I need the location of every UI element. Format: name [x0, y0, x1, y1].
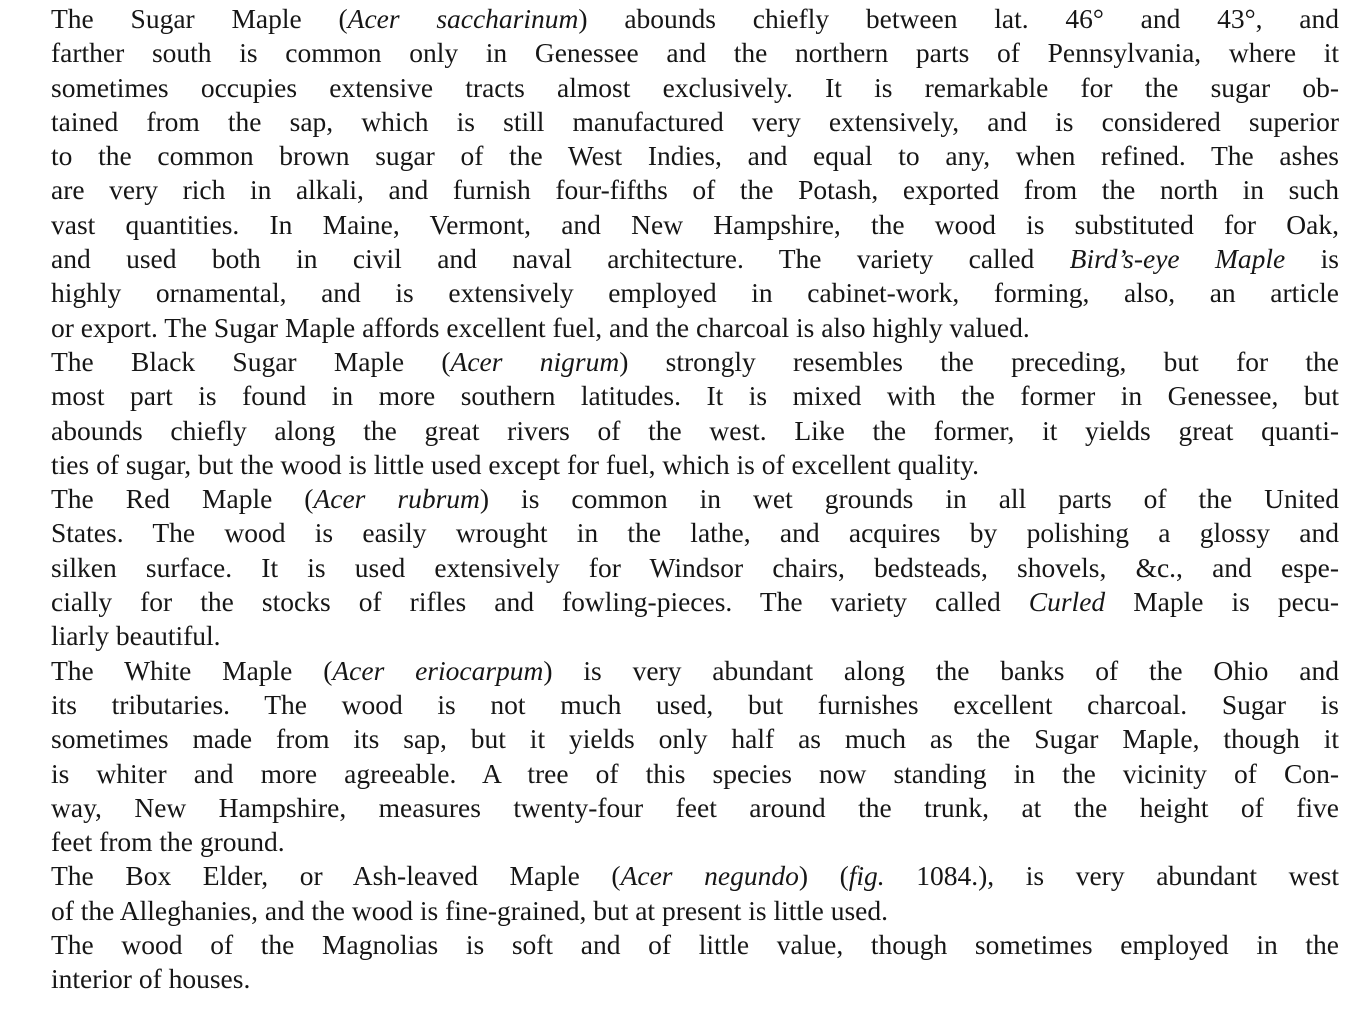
paragraph — [15, 928, 1339, 997]
text-segment: feet from the ground. — [51, 826, 285, 858]
text-segment: highly ornamental, and is extensively employed in cabinet-work, forming, also, an article — [51, 277, 1339, 309]
text-segment: The Sugar Maple ( — [51, 3, 348, 34]
text-line — [15, 482, 1339, 516]
text-segment: silken surface. It is used extensively for Windsor chairs, bedsteads, shovels, &c., and espe- — [51, 551, 1339, 583]
italic-term: Acer nigrum — [450, 345, 620, 377]
text-segment: ) ( — [798, 860, 849, 892]
text-segment: The Black Sugar Maple ( — [51, 345, 451, 377]
text-segment: farther south is common only in Genessee and the northern parts of Pennsylvania, where it — [51, 37, 1339, 69]
text-line — [15, 2, 1339, 36]
text-line — [15, 654, 1339, 688]
text-segment: ) is common in wet grounds in all parts of the United — [479, 483, 1339, 515]
italic-term: Acer saccharinum — [347, 3, 579, 34]
text-line — [15, 722, 1339, 756]
text-segment: The wood of the Magnolias is soft and of little value, though sometimes employed in the — [51, 929, 1339, 961]
text-line — [15, 36, 1339, 70]
text-segment: cially for the stocks of rifles and fowling-pieces. The variety called — [51, 586, 1029, 618]
text-segment: to the common brown sugar of the West Indies, and equal to any, when refined. The ashes — [51, 140, 1339, 172]
text-segment: The Red Maple ( — [51, 483, 314, 515]
text-segment: vast quantities. In Maine, Vermont, and New Hampshire, the wood is substituted for Oak, — [51, 208, 1339, 240]
text-line — [15, 516, 1339, 550]
text-line — [15, 757, 1339, 791]
text-segment: is — [1285, 243, 1339, 275]
paragraph — [15, 482, 1339, 653]
text-segment: way, New Hampshire, measures twenty-four feet around the trunk, at the height of five — [51, 791, 1339, 823]
text-line — [15, 551, 1339, 585]
text-segment: Maple is pecu- — [1105, 586, 1339, 618]
paragraph — [15, 859, 1339, 928]
text-segment: ) is very abundant along the banks of the Ohio and — [543, 654, 1339, 686]
text-segment: its tributaries. The wood is not much used, but furnishes excellent charcoal. Sugar is — [51, 688, 1339, 720]
text-line — [15, 414, 1339, 448]
text-segment: ) abounds chiefly between lat. 46° and 43°, and — [578, 3, 1339, 34]
text-segment: is whiter and more agreeable. A tree of this species now standing in the vicinity of Con- — [51, 757, 1339, 789]
text-line — [15, 105, 1339, 139]
paragraph — [15, 345, 1339, 482]
text-line — [15, 139, 1339, 173]
text-segment: most part is found in more southern latitudes. It is mixed with the former in Genessee, but — [51, 380, 1339, 412]
text-line — [15, 379, 1339, 413]
text-line — [15, 311, 1339, 345]
text-line — [15, 619, 1339, 653]
text-line — [15, 71, 1339, 105]
text-segment: of the Alleghanies, and the wood is fine-grained, but at present is little used. — [51, 894, 889, 926]
text-line — [15, 276, 1339, 310]
text-line — [15, 791, 1339, 825]
text-segment: abounds chiefly along the great rivers of the west. Like the former, it yields great quanti- — [51, 414, 1339, 446]
text-line — [15, 448, 1339, 482]
text-segment: sometimes occupies extensive tracts almost exclusively. It is remarkable for the sugar ob- — [51, 71, 1339, 103]
paragraph — [15, 654, 1339, 860]
text-segment: ties of sugar, but the wood is little used except for fuel, which is of excellent quality. — [51, 448, 980, 480]
text-line — [15, 585, 1339, 619]
text-segment: 1084.), is very abundant west — [884, 860, 1340, 892]
italic-term: Acer rubrum — [313, 483, 480, 515]
italic-term: fig. — [848, 860, 885, 892]
text-segment: and used both in civil and naval architecture. The variety called — [51, 243, 1070, 275]
italic-term: Bird’s-eye Maple — [1069, 243, 1286, 275]
text-segment: interior of houses. — [51, 963, 251, 995]
text-line — [15, 962, 1339, 996]
text-line — [15, 825, 1339, 859]
text-segment: or export. The Sugar Maple affords excellent fuel, and the charcoal is also highly valued. — [51, 311, 1030, 343]
italic-term: Acer negundo — [620, 860, 799, 892]
document-page — [15, 2, 1339, 997]
text-line — [15, 242, 1339, 276]
text-segment: States. The wood is easily wrought in the lathe, and acquires by polishing a glossy and — [51, 517, 1339, 549]
text-segment: ) strongly resembles the preceding, but for the — [619, 345, 1340, 377]
text-line — [15, 688, 1339, 722]
text-segment: are very rich in alkali, and furnish four-fifths of the Potash, exported from the north in such — [51, 174, 1339, 206]
italic-term: Curled — [1028, 586, 1106, 618]
text-line — [15, 208, 1339, 242]
text-segment: The Box Elder, or Ash-leaved Maple ( — [51, 860, 621, 892]
paragraph — [15, 2, 1339, 345]
text-segment: sometimes made from its sap, but it yields only half as much as the Sugar Maple, though it — [51, 723, 1339, 755]
text-line — [15, 345, 1339, 379]
text-segment: The White Maple ( — [51, 654, 333, 686]
text-segment: tained from the sap, which is still manufactured very extensively, and is considered superior — [51, 105, 1339, 137]
italic-term: Acer eriocarpum — [332, 654, 544, 686]
text-line — [15, 894, 1339, 928]
text-segment: liarly beautiful. — [51, 620, 221, 652]
text-line — [15, 859, 1339, 893]
text-line — [15, 928, 1339, 962]
text-line — [15, 173, 1339, 207]
